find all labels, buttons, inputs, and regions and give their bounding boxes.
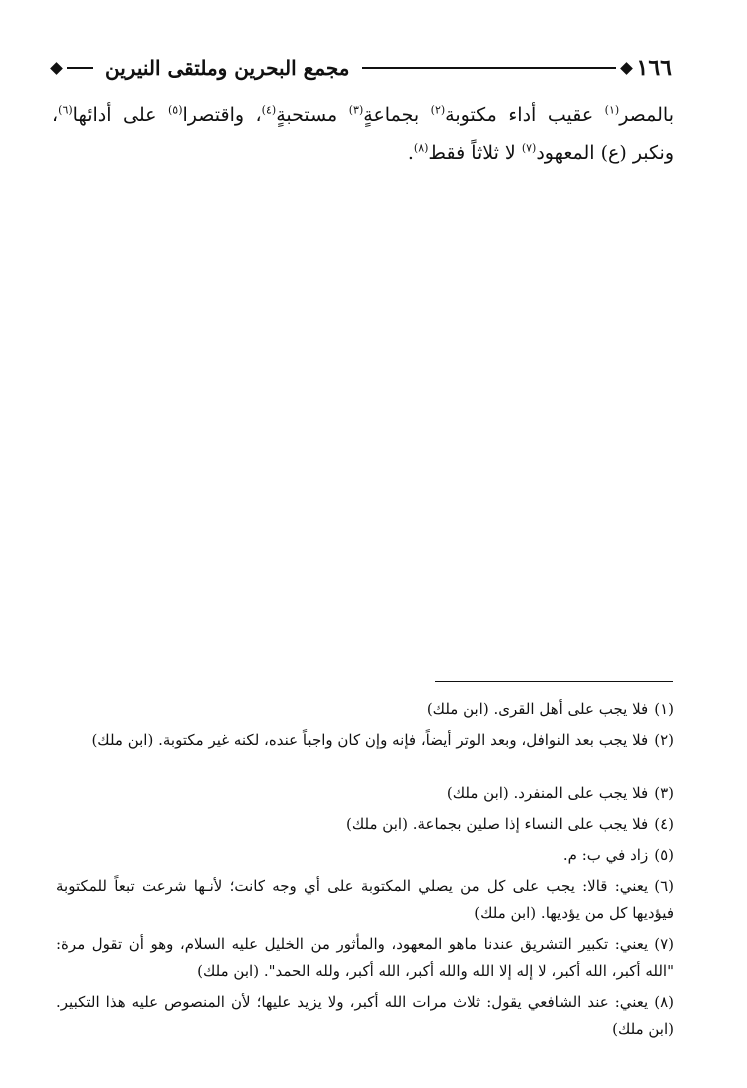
footnote-ref: (٤) bbox=[261, 103, 277, 117]
footnote-ref: (٢) bbox=[430, 103, 446, 117]
footnote bbox=[56, 780, 674, 807]
footnote bbox=[56, 873, 674, 927]
footnote-text: فلا يجب على أهل القرى. (ابن ملك) bbox=[426, 700, 649, 718]
footnote bbox=[56, 931, 674, 985]
text-segment: لا ثلاثاً فقط bbox=[428, 142, 522, 164]
footnote-text: يعني: قالا: يجب على كل من يصلي المكتوبة على أي وجه كانت؛ لأنـها شرعت تبعاً للمكتوبة فيؤديها كل من يؤديها. (ابن ملك) bbox=[56, 877, 674, 922]
footnote-number: (٤) bbox=[654, 815, 674, 833]
footnote-number: (١) bbox=[654, 700, 674, 718]
footnote bbox=[56, 989, 674, 1043]
footnote-number: (٨) bbox=[654, 993, 674, 1011]
text-segment: . bbox=[407, 142, 414, 164]
footnote-text: فلا يجب على المنفرد. (ابن ملك) bbox=[446, 784, 649, 802]
footnote-ref: (٨) bbox=[413, 141, 429, 155]
footnote bbox=[56, 727, 674, 754]
footnote-number: (٥) bbox=[654, 846, 674, 864]
footnotes bbox=[56, 696, 674, 1047]
footnote-separator bbox=[435, 681, 673, 682]
text-segment: على أدائها bbox=[72, 104, 168, 126]
footnote-text: فلا يجب على النساء إذا صلين بجماعة. (ابن ملك) bbox=[346, 815, 649, 833]
text-segment: مستحبةٍ bbox=[276, 104, 349, 126]
diamond-ornament-icon bbox=[50, 62, 63, 75]
text-segment: بالمصر bbox=[619, 104, 674, 126]
main-text bbox=[52, 96, 674, 172]
text-segment: ، واقتصرا bbox=[182, 104, 262, 126]
footnote-text: فلا يجب بعد النوافل، وبعد الوتر أيضاً، فإنه وإن كان واجباً عنده، لكنه غير مكتوبة. (ابن ملك) bbox=[91, 731, 649, 749]
footnote-number: (٧) bbox=[654, 935, 674, 953]
footnote-ref: (٣) bbox=[348, 103, 364, 117]
footnote-number: (٦) bbox=[654, 877, 674, 895]
header-rule bbox=[362, 67, 616, 69]
footnote bbox=[56, 842, 674, 869]
page-header bbox=[52, 50, 672, 86]
footnote bbox=[56, 696, 674, 723]
diamond-ornament-icon bbox=[620, 62, 633, 75]
footnote-text: زاد في ب: م. bbox=[562, 846, 649, 864]
footnote-ref: (١) bbox=[604, 103, 620, 117]
footnote-text: يعني: تكبير التشريق عندنا ماهو المعهود، والمأثور من الخليل عليه السلام، وهو أن تقول مرة: "الله أكبر، الله أكبر، لا إله إلا الله والله أكبر، الله أكبر، ولله الحمد". (ابن ملك) bbox=[56, 935, 674, 980]
footnote bbox=[56, 811, 674, 838]
page-number: ١٦٦ bbox=[636, 55, 672, 81]
footnote-ref: (٦) bbox=[58, 103, 73, 117]
text-segment: عقيب أداء مكتوبة bbox=[445, 104, 605, 126]
text-segment: بجماعةٍ bbox=[363, 104, 431, 126]
text-segment: ، ونكبر (ع) المعهود bbox=[52, 104, 674, 164]
footnote-ref: (٥) bbox=[168, 103, 183, 117]
header-rule-short bbox=[67, 67, 93, 69]
footnote-ref: (٧) bbox=[521, 141, 537, 155]
footnote-number: (٣) bbox=[654, 784, 674, 802]
footnote-text: يعني: عند الشافعي يقول: ثلاث مرات الله أكبر، ولا يزيد عليها؛ لأن المنصوص عليه هذا التكبير. (ابن ملك) bbox=[56, 993, 674, 1038]
running-title: مجمع البحرين وملتقى النيرين bbox=[105, 56, 350, 80]
footnote-number: (٢) bbox=[654, 731, 674, 749]
